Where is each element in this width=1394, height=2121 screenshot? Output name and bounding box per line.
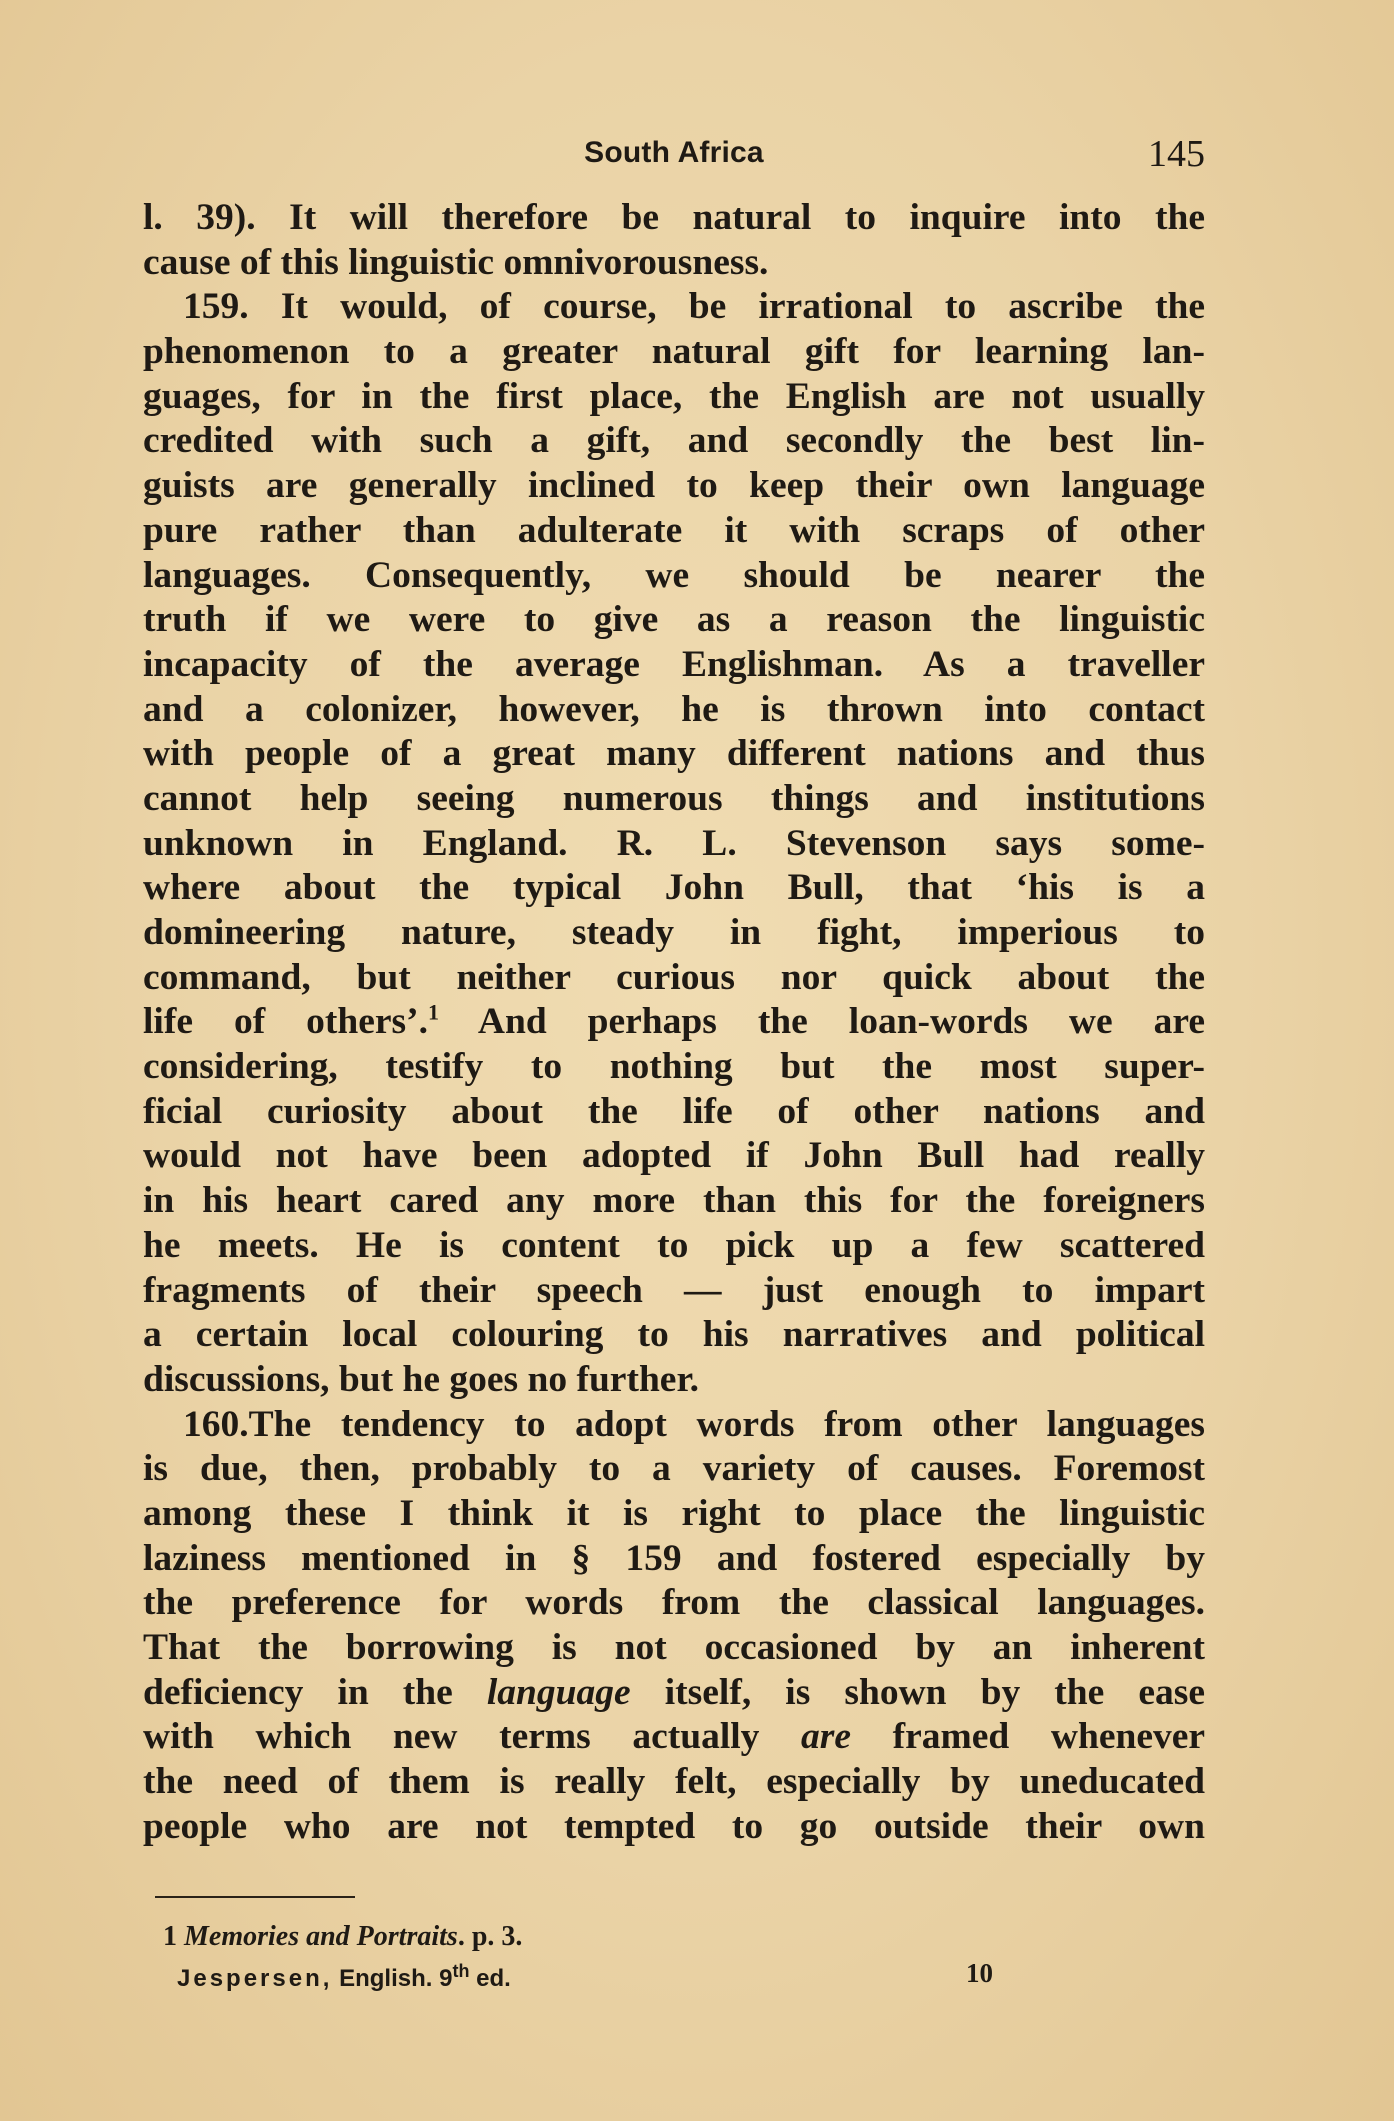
text-segment: life of others’. [143, 1001, 428, 1043]
text-line: considering, testify to nothing but the most super- [143, 1046, 1205, 1088]
text-line: with people of a great many different nations and thus [143, 733, 1205, 775]
text-line [143, 285, 1205, 330]
signature-mark: 10 [966, 1958, 993, 1988]
text-line [143, 1671, 1205, 1716]
text-segment: And perhaps the loan-words we are [477, 1001, 1205, 1043]
text-line: would not have been adopted if John Bull had really [143, 1135, 1205, 1177]
text-line: l. 39). It will therefore be natural to inquire into the [143, 197, 1205, 238]
text-line: a certain local colouring to his narratives and political [143, 1314, 1205, 1356]
text-line: incapacity of the average Englishman. As a traveller [143, 643, 1205, 685]
text-line: among these I think it is right to place the linguistic [143, 1492, 1205, 1534]
text-line: in his heart cared any more than this for the foreigners [143, 1180, 1205, 1222]
text-line: he meets. He is content to pick up a few scattered [143, 1224, 1205, 1266]
text-line: That the borrowing is not occasioned by an inherent [143, 1627, 1205, 1668]
text-line: fragments of their speech — just enough to impart [143, 1269, 1205, 1311]
text-segment: itself, is shown by the ease [664, 1671, 1205, 1713]
footnote-title: Memories and Portraits [184, 1921, 458, 1952]
text-line: unknown in England. R. L. Stevenson says some- [143, 822, 1205, 864]
text-line: the need of them is really felt, especially by uneducated [143, 1761, 1205, 1803]
text-line [143, 1715, 1205, 1760]
text-line: the preference for words from the classical languages. [143, 1582, 1205, 1624]
signature-line [177, 1961, 511, 1993]
footnote-number: 1 [163, 1921, 177, 1952]
text-line: pure rather than adulterate it with scraps of other [143, 509, 1205, 551]
text-segment: deficiency in the [143, 1671, 453, 1713]
text-line: credited with such a gift, and secondly the best lin- [143, 420, 1205, 462]
text-segment: with which new terms actually [143, 1716, 760, 1758]
page-number: 145 [1148, 133, 1205, 175]
text-line: cause of this linguistic omnivorousness. [143, 241, 769, 283]
text-line: ficial curiosity about the life of other nations and [143, 1090, 1205, 1132]
signature-edition: 9 [439, 1965, 453, 1992]
italic-word: language [486, 1671, 631, 1713]
running-title: South Africa [584, 136, 764, 169]
text-segment: It would, of course, be irrational to ascribe the [280, 286, 1206, 328]
text-line: laziness mentioned in § 159 and fostered especially by [143, 1537, 1205, 1579]
text-line: guages, for in the first place, the English are not usually [143, 375, 1205, 417]
text-line: and a colonizer, however, he is thrown into contact [143, 688, 1205, 730]
text-line [143, 1000, 1205, 1045]
text-line: discussions, but he goes no further. [143, 1358, 700, 1400]
text-line: guists are generally inclined to keep their own language [143, 465, 1205, 507]
paragraph-number: 159. [183, 286, 249, 328]
text-line: people who are not tempted to go outside their own [143, 1805, 1205, 1847]
signature-edition-suffix: ed. [476, 1965, 511, 1992]
signature-title: English. [339, 1965, 433, 1992]
signature-edition-sup: th [452, 1961, 470, 1981]
text-line: languages. Consequently, we should be nearer the [143, 554, 1205, 596]
text-line: command, but neither curious nor quick about the [143, 956, 1205, 998]
text-line: is due, then, probably to a variety of causes. Foremost [143, 1448, 1205, 1490]
body-text [143, 196, 1205, 1849]
text-line: phenomenon to a greater natural gift for learning lan- [143, 331, 1205, 373]
text-line: domineering nature, steady in fight, imperious to [143, 912, 1205, 953]
text-line: cannot help seeing numerous things and institutions [143, 777, 1205, 819]
signature-author: Jespersen, [177, 1965, 333, 1992]
italic-word: are [801, 1716, 852, 1758]
text-line: where about the typical John Bull, that ‘his is a [143, 867, 1205, 909]
text-segment: The tendency to adopt words from other languages [248, 1403, 1205, 1445]
text-line: truth if we were to give as a reason the linguistic [143, 599, 1205, 641]
footnote [163, 1921, 522, 1953]
text-segment: framed whenever [892, 1716, 1206, 1758]
text-line [143, 1403, 1205, 1448]
paragraph-number: 160. [183, 1403, 249, 1445]
footnote-ref: . p. 3. [457, 1921, 523, 1952]
running-head [143, 132, 1205, 182]
footnote-marker[interactable]: 1 [427, 999, 439, 1025]
footnote-divider [155, 1896, 355, 1898]
